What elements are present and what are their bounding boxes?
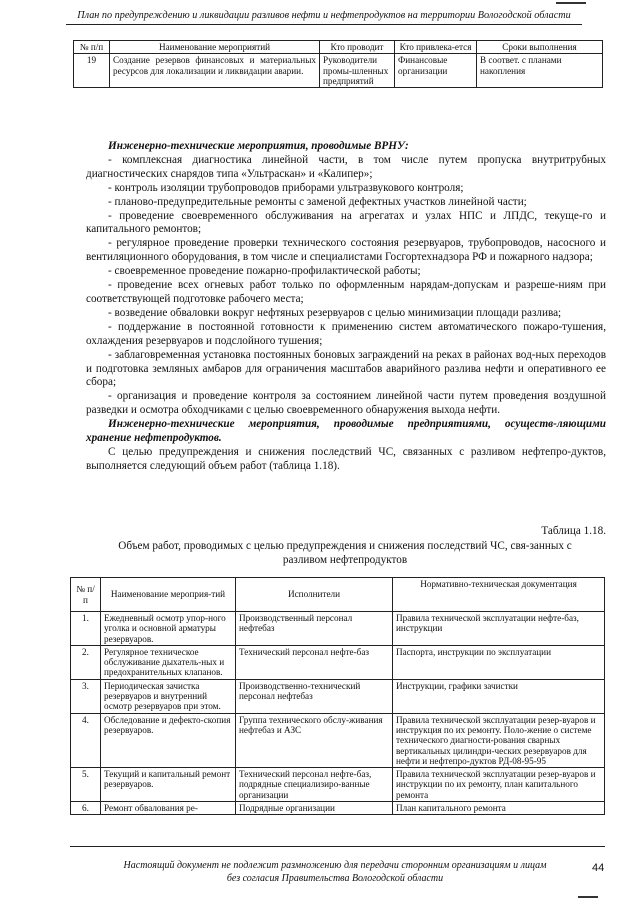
- list-item: - своевременное проведение пожарно-профилактической работы;: [108, 265, 421, 278]
- table-row: [74, 54, 603, 88]
- col-header-measure: Наименование мероприя-тий: [101, 578, 236, 612]
- page-cut-line: [70, 846, 605, 847]
- list-item: - поддержание в постоянной готовности к применению систем автоматического пожаро-тушения, охлаждения резервуаров и подслойного тушения;: [86, 320, 606, 347]
- scan-artifact: [556, 2, 586, 4]
- section-heading-vrnu: Инженерно-технические мероприятия, проводимые ВРНУ:: [108, 140, 409, 152]
- list-item: - организация и проведение контроля за состоянием линейной части путем проведения воздушной разведки и осмотра обходчиками с целью своевременного обнаружения выхода нефти.: [86, 390, 606, 417]
- col-header-number: № п/п: [71, 578, 101, 612]
- cell-number: 4.: [71, 713, 101, 767]
- cell-executors: Производственный персонал нефтебаз: [236, 612, 393, 646]
- col-header-who-conducts: Кто проводит: [320, 41, 395, 54]
- cell-who-conducts: Руководители промы-шленных предприятий: [320, 54, 395, 88]
- page-number: 44: [592, 862, 605, 874]
- col-header-who-involved: Кто привлека-ется: [395, 41, 477, 54]
- cell-deadline: В соответ. с планами накопления: [477, 54, 603, 88]
- table-row: [71, 645, 605, 679]
- footer-line: Настоящий документ не подлежит размножению для передачи сторонним организациям и лицам: [123, 860, 547, 871]
- list-item: - проведение своевременного обслуживания на агрегатах и узлах НПС и ЛПДС, текуще-го и капитального ремонтов;: [86, 209, 606, 236]
- cell-executors: Группа технического обслу-живания нефтебаз и АЗС: [236, 713, 393, 767]
- cell-executors: Подрядные организации: [236, 802, 393, 815]
- running-header: План по предупреждению и ликвидации разливов нефти и нефтепродуктов на территории Вологодской области: [66, 10, 582, 25]
- list-item: - планово-предупредительные ремонты с заменой дефектных участков линейной части;: [108, 195, 527, 208]
- cell-executors: Технический персонал нефте-баз, подрядные специализиро-ванные организации: [236, 768, 393, 802]
- cell-number: 19: [74, 54, 110, 88]
- table-row: [71, 679, 605, 713]
- cell-measure: Ежедневный осмотр упор-ного уголка и основной арматуры резервуаров.: [101, 612, 236, 646]
- col-header-documentation: Нормативно-техническая документация: [393, 578, 605, 612]
- list-item: - проведение всех огневых работ только по оформленным нарядам-допускам и разреше-ниям при соответствующей подготовке рабочего места;: [86, 279, 606, 305]
- cell-documentation: Правила технической эксплуатации резер-вуаров и инструкции по их ремонту, план капитального ремонта: [393, 768, 605, 802]
- cell-executors: Производственно-технический персонал нефтебаз: [236, 679, 393, 713]
- table-row: [71, 802, 605, 815]
- table-row: [71, 768, 605, 802]
- cell-documentation: Паспорта, инструкции по эксплуатации: [393, 645, 605, 679]
- list-item: - контроль изоляции трубопроводов приборами ультразвукового контроля;: [108, 181, 464, 194]
- cell-documentation: Правила технической эксплуатации резер-вуаров и инструкция по их ремонту. Поло-жение о системе технического диагности-рования сварных вертикальных цилиндри-ческих резервуаров для нефти и нефтепро-дуктов РД-08-95-95: [393, 713, 605, 767]
- list-item: - заблаговременная установка постоянных боновых заграждений на реках в районах вод-ных переходов и подготовка земляных амбаров для ограничения масштабов аварийного разлива нефти и оперативного ее сбора;: [86, 348, 606, 389]
- cell-number: 2.: [71, 645, 101, 679]
- col-header-executors: Исполнители: [236, 578, 393, 612]
- table-row: [71, 713, 605, 767]
- paragraph: С целью предупреждения и снижения последствий ЧС, связанных с разливом нефтепро-дуктов, выполняется следующий объем работ (таблица 1.18).: [86, 445, 606, 472]
- col-header-number: № п/п: [74, 41, 110, 54]
- list-item: - комплексная диагностика линейной части, в том числе путем пропуска внутритрубных диагностических снарядов типа «Ультраскан» и «Калипер»;: [86, 153, 606, 180]
- col-header-name: Наименование мероприятий: [110, 41, 320, 54]
- cell-who-involved: Финансовые организации: [395, 54, 477, 88]
- cell-measure: Регулярное техническое обслуживание дыхатель-ных и предохранительных клапанов.: [101, 645, 236, 679]
- list-item: - регулярное проведение проверки технического состояния резервуаров, трубопроводов, насосного и вентиляционного оборудования, в том числе и специалистами Госгортехнадзора РФ и пожарного надзора;: [86, 237, 606, 264]
- cell-number: 6.: [71, 802, 101, 815]
- cell-executors: Технический персонал нефте-баз: [236, 645, 393, 679]
- table-header-row: [74, 41, 603, 54]
- footer-notice: [90, 860, 580, 885]
- section-heading-enterprises: Инженерно-технические мероприятия, проводимые предприятиями, осуществ-ляющими хранение нефтепродуктов.: [86, 418, 606, 445]
- table-continued: [73, 40, 603, 88]
- col-header-deadline: Сроки выполнения: [477, 41, 603, 54]
- cell-measure: Ремонт обвалования ре-: [101, 802, 236, 815]
- cell-measure: Создание резервов финансовых и материальных ресурсов для локализации и ликвидации аварии.: [110, 54, 320, 88]
- cell-number: 1.: [71, 612, 101, 646]
- body-text: [86, 140, 606, 474]
- table-header-row: [71, 578, 605, 612]
- cell-measure: Периодическая зачистка резервуаров и внутренний осмотр резервуаров при этом.: [101, 679, 236, 713]
- cell-documentation: Инструкции, графики зачистки: [393, 679, 605, 713]
- table-1-18: [70, 577, 605, 815]
- table-title: Объем работ, проводимых с целью предупреждения и снижения последствий ЧС, свя-занных с разливом нефтепродуктов: [118, 540, 572, 566]
- cell-measure: Обследование и дефекто-скопия резервуаров.: [101, 713, 236, 767]
- list-item: - возведение обваловки вокруг нефтяных резервуаров с целью минимизации площади разлива;: [108, 306, 562, 319]
- table-number: Таблица 1.18.: [541, 525, 606, 537]
- footer-line: без согласия Правительства Вологодской области: [226, 872, 444, 884]
- cell-number: 3.: [71, 679, 101, 713]
- scan-artifact: [578, 896, 598, 898]
- cell-documentation: Правила технической эксплуатации нефте-баз, инструкции: [393, 612, 605, 646]
- cell-measure: Текущий и капитальный ремонт резервуаров.: [101, 768, 236, 802]
- table-row: [71, 612, 605, 646]
- cell-documentation: План капитального ремонта: [393, 802, 605, 815]
- cell-number: 5.: [71, 768, 101, 802]
